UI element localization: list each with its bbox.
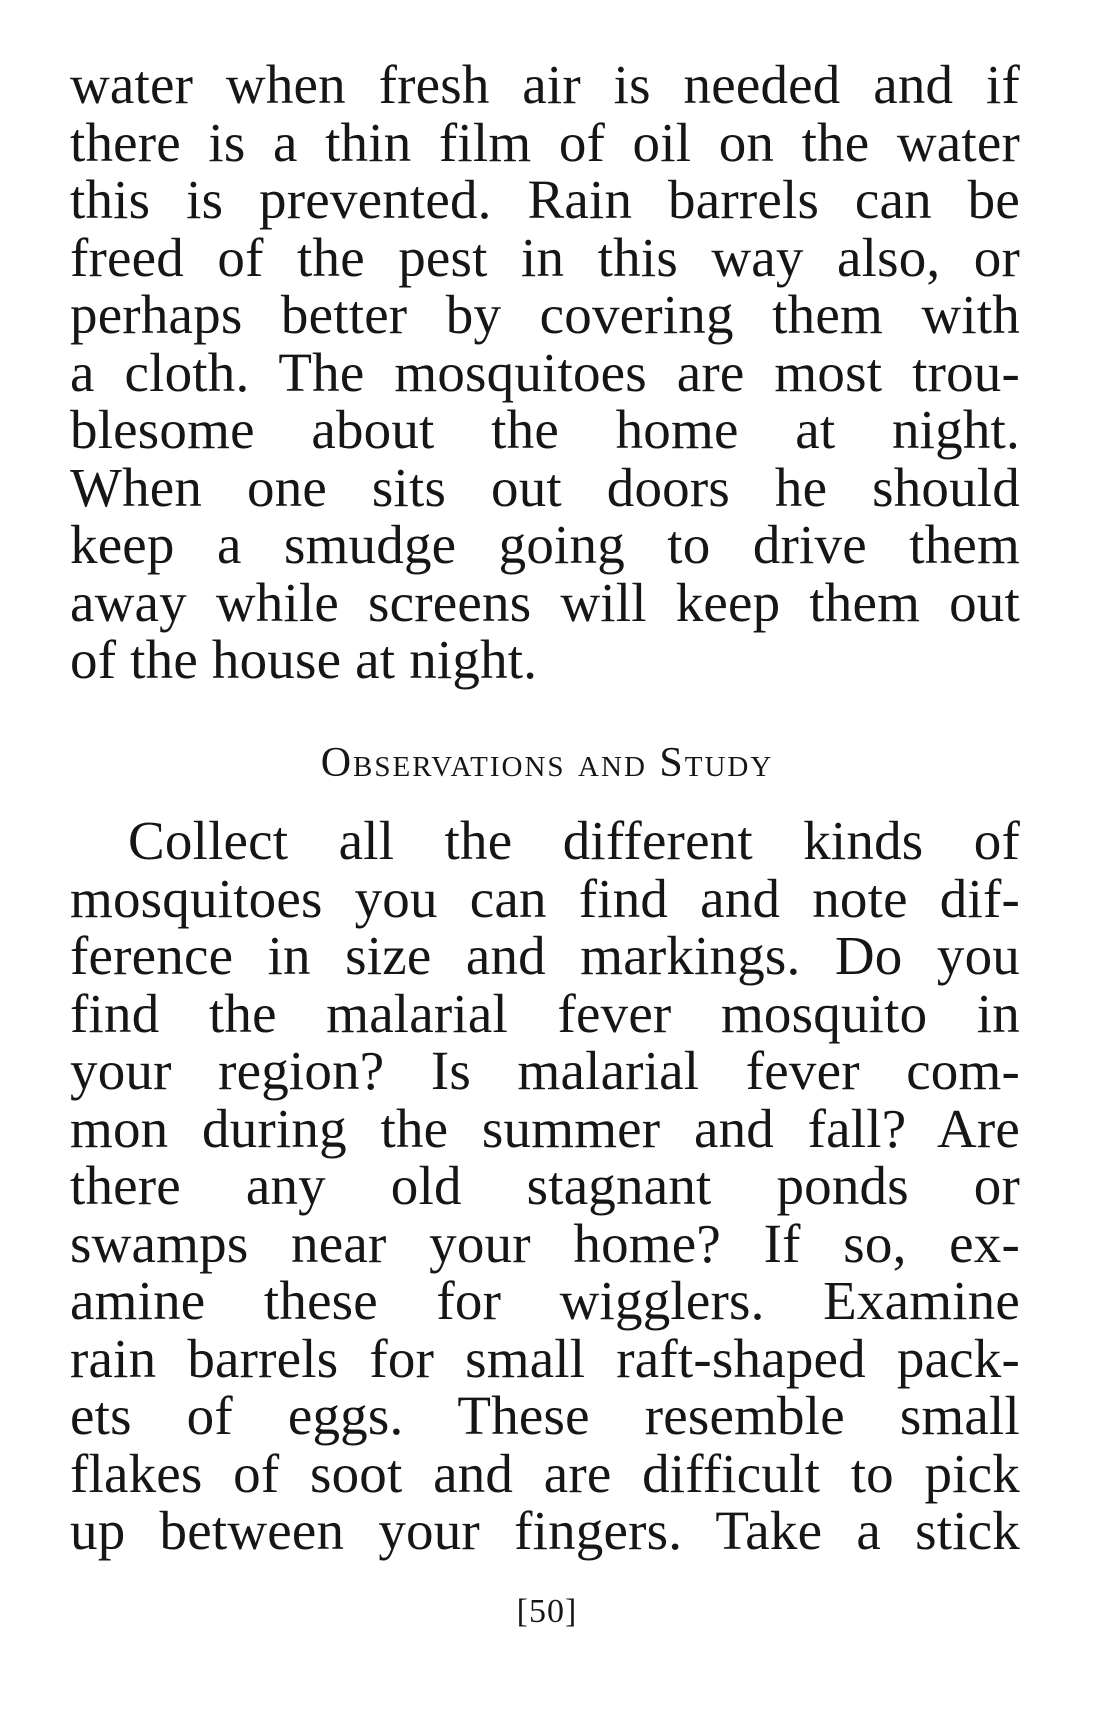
text-line: Collect all the different kinds of bbox=[128, 810, 1020, 871]
text-line: mon during the summer and fall? Are bbox=[70, 1097, 1020, 1159]
text-line: ets of eggs. These resemble small bbox=[70, 1385, 1020, 1446]
text-line: away while screens will keep them out bbox=[70, 571, 1020, 633]
text-line: there is a thin film of oil on the water bbox=[70, 111, 1020, 173]
text-line: up between your fingers. Take a stick bbox=[70, 1500, 1020, 1561]
text-line: water when fresh air is needed and if bbox=[70, 54, 1020, 115]
paragraph-observations bbox=[70, 812, 1020, 1560]
text-line: this is prevented. Rain barrels can be bbox=[70, 169, 1020, 230]
text-line: blesome about the home at night. bbox=[70, 399, 1020, 460]
section-heading: Observations and Study bbox=[320, 740, 774, 786]
page-number: [50] bbox=[516, 1593, 578, 1630]
text-line: find the malarial fever mosquito in bbox=[70, 982, 1020, 1044]
text-line: rain barrels for small raft-shaped pack- bbox=[70, 1327, 1020, 1389]
paragraph-continuation bbox=[70, 56, 1020, 689]
text-line: there any old stagnant ponds or bbox=[70, 1155, 1020, 1216]
text-line: freed of the pest in this way also, or bbox=[70, 226, 1020, 288]
text-line: your region? Is malarial fever com- bbox=[70, 1040, 1020, 1101]
text-line: mosquitoes you can find and note dif- bbox=[70, 867, 1020, 929]
text-line: ference in size and markings. Do you bbox=[70, 925, 1020, 986]
text-line: perhaps better by covering them with bbox=[70, 284, 1020, 345]
text-line: amine these for wigglers. Examine bbox=[70, 1270, 1020, 1331]
text-line: swamps near your home? If so, ex- bbox=[70, 1212, 1020, 1274]
text-line: When one sits out doors he should bbox=[70, 456, 1020, 518]
text-line: a cloth. The mosquitoes are most trou- bbox=[70, 341, 1020, 403]
text-line: keep a smudge going to drive them bbox=[70, 514, 1020, 575]
text-line: flakes of soot and are difficult to pick bbox=[70, 1442, 1020, 1504]
text-line: of the house at night. bbox=[70, 629, 538, 690]
